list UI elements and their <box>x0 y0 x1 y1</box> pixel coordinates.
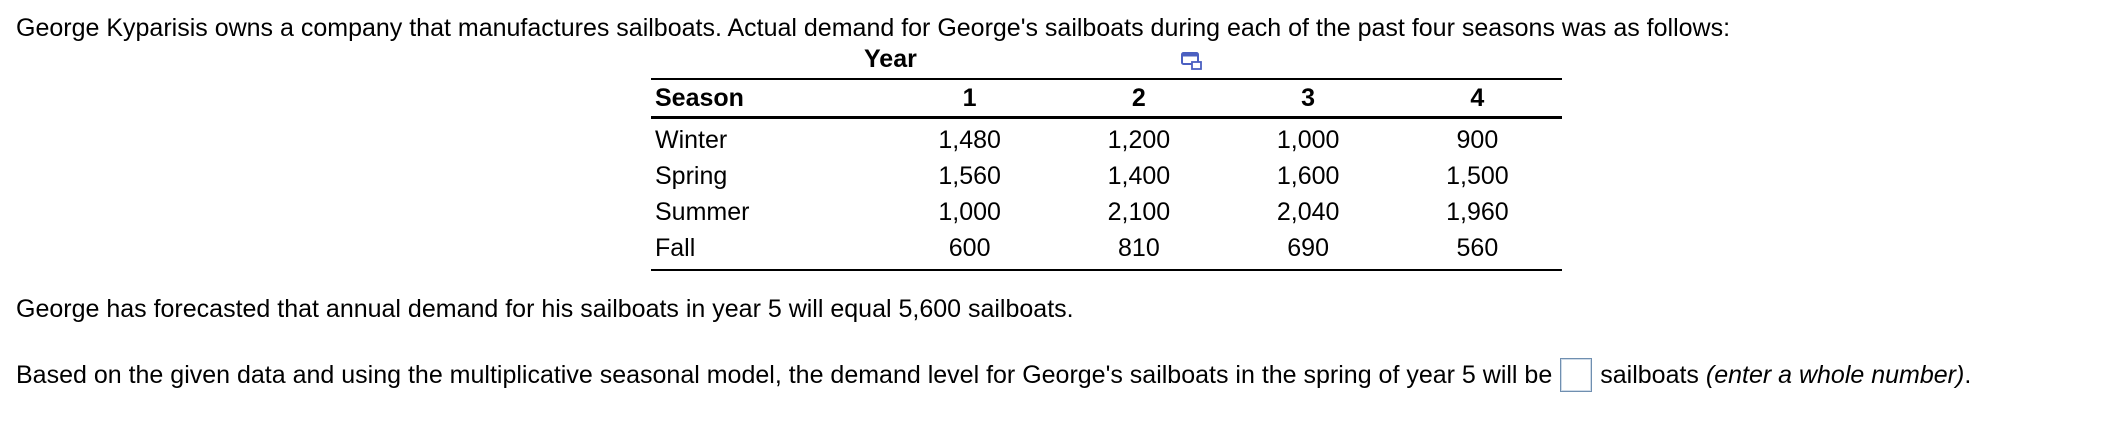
year-column-header: 4 <box>1393 79 1562 118</box>
season-column-header: Season <box>651 79 885 118</box>
season-cell: Spring <box>655 161 728 190</box>
season-cell: Fall <box>655 233 696 262</box>
demand-cell: 1,500 <box>1446 161 1509 190</box>
demand-cell: 900 <box>1456 125 1499 154</box>
season-cell: Summer <box>655 197 750 226</box>
demand-cell: 1,560 <box>938 161 1001 190</box>
copy-data-icon[interactable] <box>1180 51 1204 71</box>
year-column-header: 1 <box>885 79 1054 118</box>
year-column-header: 2 <box>1054 79 1223 118</box>
demand-cell: 810 <box>1118 233 1160 262</box>
demand-cell: 2,040 <box>1276 197 1340 226</box>
table-row <box>651 118 1562 159</box>
question-text: Based on the given data and using the multiplicative seasonal model, the demand level for George's sailboats in the spring of year 5 will be <box>16 360 1553 389</box>
answer-input[interactable] <box>1560 358 1592 392</box>
demand-cell: 1,200 <box>1107 125 1171 154</box>
table-row <box>651 158 1562 194</box>
demand-cell: 1,960 <box>1446 197 1509 226</box>
table-header-row <box>651 79 1562 118</box>
demand-cell: 1,000 <box>1276 125 1340 154</box>
hint-text: (enter a whole number) <box>1705 360 1965 389</box>
demand-cell: 1,400 <box>1107 161 1171 190</box>
table-row <box>651 230 1562 270</box>
demand-cell: 1,480 <box>938 125 1001 154</box>
demand-cell: 1,000 <box>938 197 1001 226</box>
demand-cell: 560 <box>1456 233 1499 262</box>
sentence-period: . <box>1964 360 1972 389</box>
forecast-text: George has forecasted that annual demand for his sailboats in year 5 will equal 5,600 sailboats. <box>16 295 1074 323</box>
intro-text: George Kyparisis owns a company that manufactures sailboats. Actual demand for George's sailboats during each of the past four seasons was as follows: <box>16 14 1731 42</box>
table-row <box>651 194 1562 230</box>
demand-cell: 2,100 <box>1107 197 1171 226</box>
demand-cell: 690 <box>1287 233 1329 262</box>
demand-table <box>651 78 1562 271</box>
question-line <box>16 358 1971 392</box>
demand-cell: 600 <box>948 233 991 262</box>
year-column-header: 3 <box>1224 79 1393 118</box>
year-header: Year <box>864 45 917 73</box>
demand-cell: 1,600 <box>1276 161 1340 190</box>
unit-text: sailboats <box>1600 360 1699 389</box>
season-cell: Winter <box>655 125 728 154</box>
